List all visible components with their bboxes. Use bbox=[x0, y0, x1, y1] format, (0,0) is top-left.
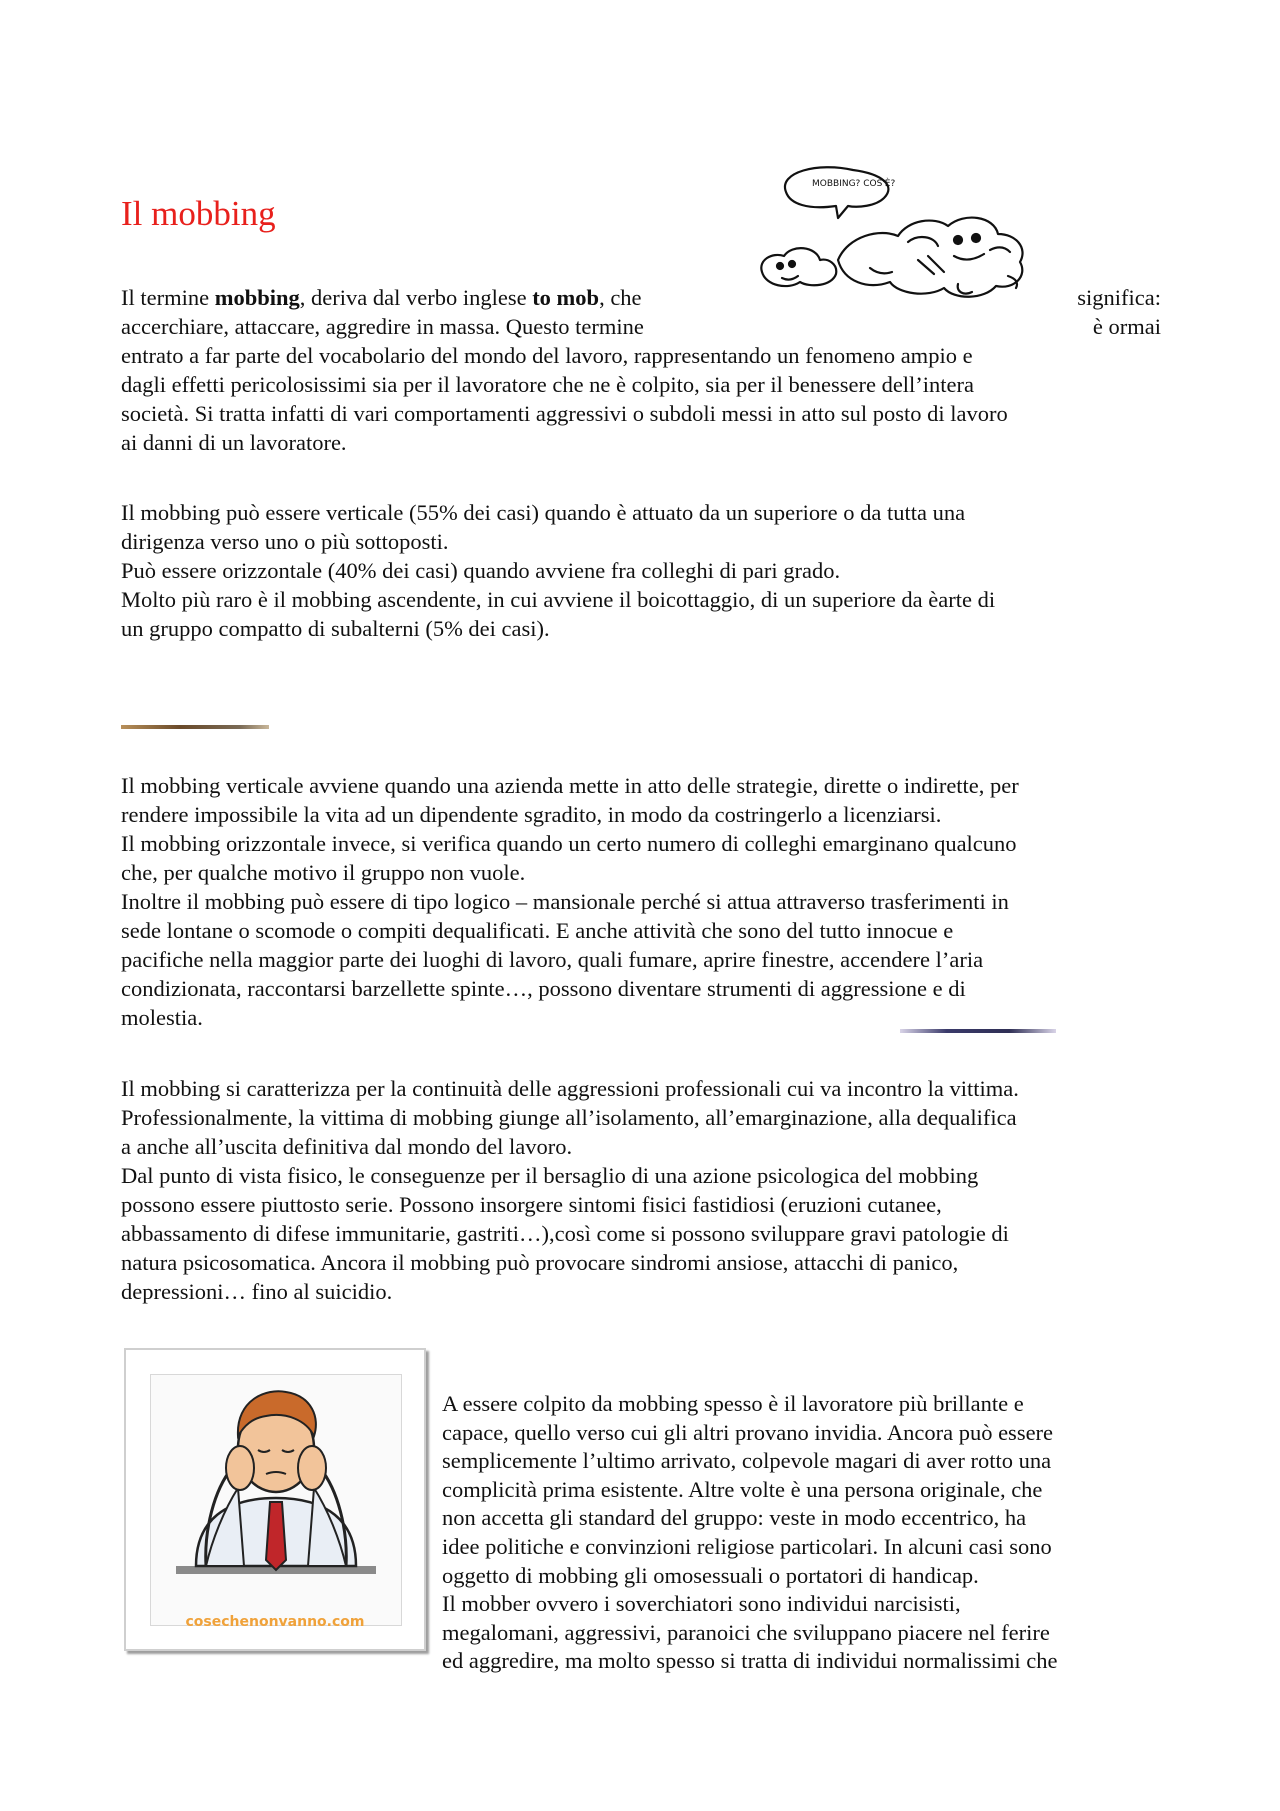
consequences-line: Il mobbing si caratterizza per la continuità delle aggressioni professionali cui va incontro la vittima. bbox=[121, 1076, 1019, 1101]
intro-text: è ormai bbox=[1092, 314, 1161, 339]
intro-text: Il termine bbox=[121, 285, 215, 310]
decorative-divider bbox=[900, 1029, 1056, 1033]
consequences-paragraph bbox=[121, 1074, 1161, 1306]
intro-line: società. Si tratta infatti di vari comportamenti aggressivi o subdoli messi in atto sul posto di lavoro bbox=[121, 401, 1008, 426]
figure-frame bbox=[124, 1348, 426, 1651]
victims-line: megalomani, aggressivi, paranoici che sviluppano piacere nel ferire bbox=[442, 1619, 1050, 1645]
intro-line: dagli effetti pericolosissimi sia per il lavoratore che ne è colpito, sia per il benessere dell’intera bbox=[121, 372, 975, 397]
types-line: Può essere orizzontale (40% dei casi) quando avviene fra colleghi di pari grado. bbox=[121, 558, 841, 583]
intro-line-2 bbox=[121, 312, 1161, 341]
victims-line: A essere colpito da mobbing spesso è il lavoratore più brillante e bbox=[442, 1391, 1024, 1416]
intro-line: entrato a far parte del vocabolario del mondo del lavoro, rappresentando un fenomeno ampio e bbox=[121, 343, 973, 368]
term-mobbing: mobbing bbox=[214, 285, 300, 310]
term-to-mob: to mob bbox=[532, 285, 600, 310]
details-line: Il mobbing orizzontale invece, si verifica quando un certo numero di colleghi emarginano qualcuno bbox=[121, 831, 1017, 856]
victims-line: semplicemente l’ultimo arrivato, colpevole magari di aver rotto una bbox=[442, 1448, 1052, 1474]
details-line: Inoltre il mobbing può essere di tipo logico – mansionale perché si attua attraverso trasferimenti in bbox=[121, 889, 1009, 914]
stressed-worker-image bbox=[166, 1370, 386, 1600]
types-paragraph bbox=[121, 498, 1161, 643]
victims-paragraph bbox=[442, 1390, 1162, 1676]
consequences-line: Professionalmente, la vittima di mobbing giunge all’isolamento, all’emarginazione, alla dequalifica bbox=[121, 1105, 1017, 1130]
intro-line-1 bbox=[121, 283, 1161, 312]
details-paragraph bbox=[121, 771, 1161, 1032]
intro-line: ai danni di un lavoratore. bbox=[121, 430, 347, 455]
details-line: condizionata, raccontarsi barzellette spinte…, possono diventare strumenti di aggressione e di bbox=[121, 976, 966, 1001]
intro-text: significa: bbox=[1077, 285, 1161, 310]
details-line: Il mobbing verticale avviene quando una azienda mette in atto delle strategie, dirette o indirette, per bbox=[121, 773, 1019, 798]
details-line: che, per qualche motivo il gruppo non vuole. bbox=[121, 860, 526, 885]
consequences-line: natura psicosomatica. Ancora il mobbing può provocare sindromi ansiose, attacchi di panico, bbox=[121, 1250, 959, 1275]
victims-line: complicità prima esistente. Altre volte è una persona originale, che bbox=[442, 1476, 1043, 1502]
details-line: rendere impossibile la vita ad un dipendente sgradito, in modo da costringerlo a licenziarsi. bbox=[121, 802, 942, 827]
victims-line: non accetta gli standard del gruppo: veste in modo eccentrico, ha bbox=[442, 1505, 1027, 1531]
types-line: dirigenza verso uno o più sottoposti. bbox=[121, 529, 449, 554]
consequences-line: depressioni… fino al suicidio. bbox=[121, 1279, 393, 1304]
details-line: molestia. bbox=[121, 1005, 203, 1030]
consequences-line: possono essere piuttosto serie. Possono insorgere sintomi fisici fastidiosi (eruzioni cutanee, bbox=[121, 1192, 942, 1217]
intro-paragraph bbox=[121, 283, 1161, 457]
consequences-line: abbassamento di difese immunitarie, gastriti…),così come si possono sviluppare gravi patologie di bbox=[121, 1221, 1009, 1246]
consequences-line: a anche all’uscita definitiva dal mondo del lavoro. bbox=[121, 1134, 573, 1159]
details-line: sede lontane o scomode o compiti dequalificati. E anche attività che sono del tutto innocue e bbox=[121, 918, 954, 943]
victims-line: idee politiche e convinzioni religiose particolari. In alcuni casi sono bbox=[442, 1533, 1052, 1559]
intro-text: accerchiare, attaccare, aggredire in massa. Questo termine bbox=[121, 314, 644, 339]
page-title: Il mobbing bbox=[121, 194, 276, 233]
speech-bubble-text: MOBBING? COS'È? bbox=[812, 179, 896, 189]
types-line: Molto più raro è il mobbing ascendente, in cui avviene il boicottaggio, di un superiore da èarte di bbox=[121, 587, 996, 612]
victims-line: oggetto di mobbing gli omosessuali o portatori di handicap. bbox=[442, 1562, 979, 1588]
intro-text: , che bbox=[599, 285, 642, 310]
victims-line: capace, quello verso cui gli altri provano invidia. Ancora può essere bbox=[442, 1419, 1054, 1445]
intro-text: , deriva dal verbo inglese bbox=[299, 285, 533, 310]
details-line: pacifiche nella maggior parte dei luoghi di lavoro, quali fumare, aprire finestre, accendere l’aria bbox=[121, 947, 984, 972]
decorative-divider bbox=[121, 725, 269, 729]
consequences-line: Dal punto di vista fisico, le conseguenze per il bersaglio di una azione psicologica del mobbing bbox=[121, 1163, 979, 1188]
types-line: un gruppo compatto di subalterni (5% dei casi). bbox=[121, 616, 550, 641]
victims-line: ed aggredire, ma molto spesso si tratta di individui normalissimi che bbox=[442, 1648, 1058, 1674]
types-line: Il mobbing può essere verticale (55% dei casi) quando è attuato da un superiore o da tutta una bbox=[121, 500, 966, 525]
victims-line: Il mobber ovvero i soverchiatori sono individui narcisisti, bbox=[442, 1591, 961, 1617]
stressed-worker-figure bbox=[124, 1348, 428, 1653]
figure-caption: cosechenonvanno.com bbox=[185, 1614, 365, 1630]
